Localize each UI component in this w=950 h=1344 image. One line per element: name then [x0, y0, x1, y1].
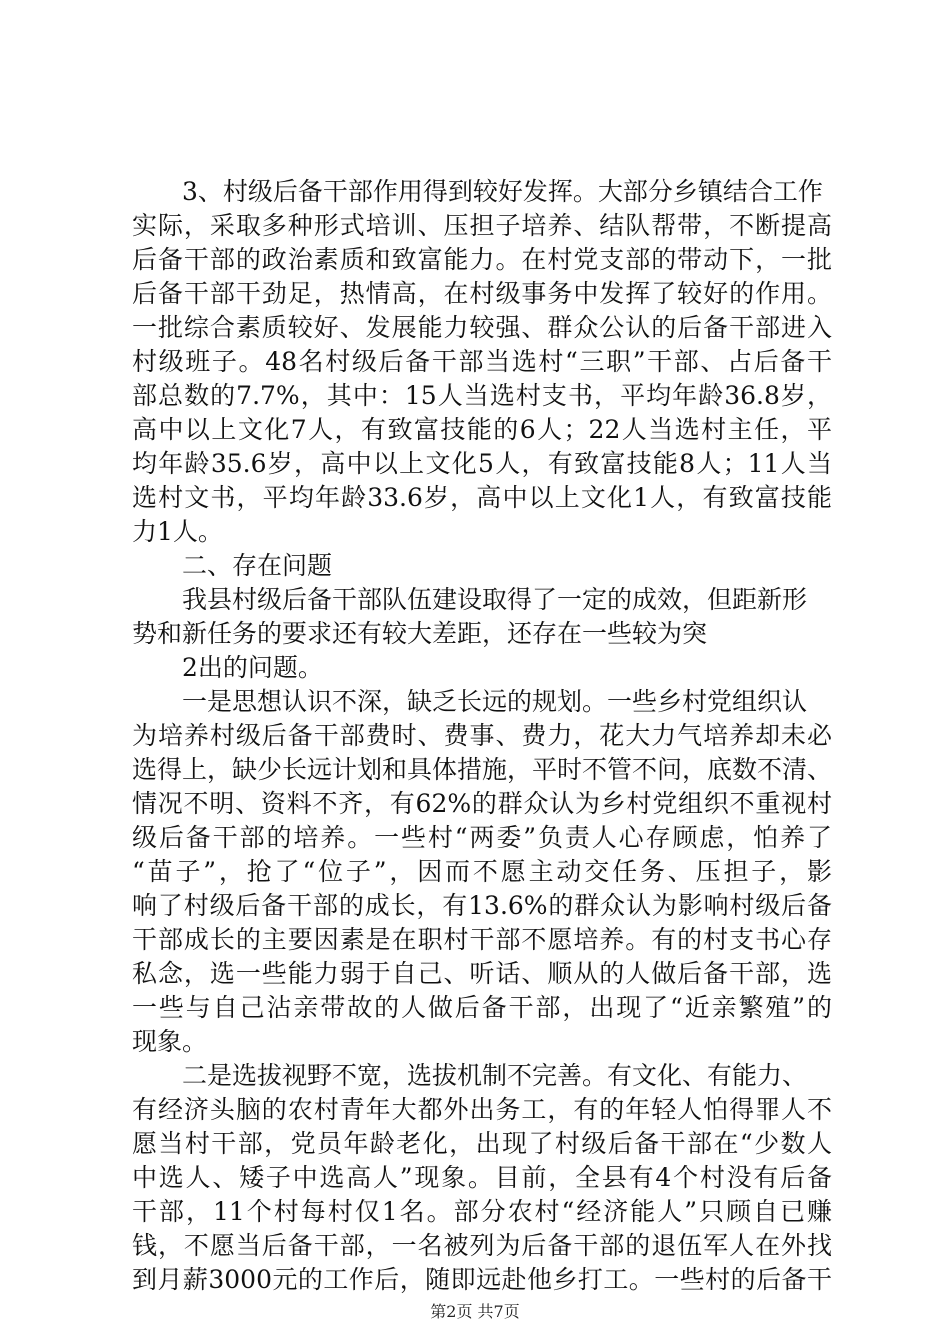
text-line: 干部，11个村每村仅1名。部分农村“经济能人”只顾自已赚: [132, 1197, 832, 1226]
text-line: 一批综合素质较好、发展能力较强、群众公认的后备干部进入: [132, 313, 832, 342]
text-line: 选得上，缺少长远计划和具体措施，平时不管不问，底数不清、: [132, 755, 833, 784]
text-line: 现象。: [132, 1027, 208, 1056]
text-line: 二是选拔视野不宽，选拔机制不完善。有文化、有能力、: [182, 1061, 808, 1090]
text-line: 级后备干部的培养。一些村“两委”负责人心存顾虑，怕养了: [132, 823, 832, 852]
text-line: 力1人。: [132, 517, 223, 546]
text-line: 我县村级后备干部队伍建设取得了一定的成效，但距新形: [182, 585, 808, 614]
text-line: “苗子”，抢了“位子”，因而不愿主动交任务、压担子，影: [132, 857, 832, 886]
text-line: 情况不明、资料不齐，有62%的群众认为乡村党组织不重视村: [132, 789, 832, 818]
text-line: 村级班子。48名村级后备干部当选村“三职”干部、占后备干: [132, 347, 832, 376]
text-line: 高中以上文化7人，有致富技能的6人；22人当选村主任，平: [132, 415, 832, 444]
text-line: 一些与自己沾亲带故的人做后备干部，出现了“近亲繁殖”的: [132, 993, 832, 1022]
text-line: 部总数的7.7%，其中：15人当选村支书，平均年龄36.8岁，: [132, 381, 832, 410]
text-line: 3、村级后备干部作用得到较好发挥。大部分乡镇结合工作: [182, 177, 823, 206]
text-line: 干部成长的主要因素是在职村干部不愿培养。有的村支书心存: [132, 925, 832, 954]
text-line: 选村文书，平均年龄33.6岁，高中以上文化1人，有致富技能: [132, 483, 832, 512]
text-line: 均年龄35.6岁，高中以上文化5人，有致富技能8人；11人当: [132, 449, 832, 478]
text-line: 实际，采取多种形式培训、压担子培养、结队帮带，不断提高: [132, 211, 832, 240]
document-body: [132, 175, 832, 1297]
text-line: 一是思想认识不深，缺乏长远的规划。一些乡村党组织认: [182, 687, 808, 716]
text-line: 2出的问题。: [182, 653, 323, 682]
text-line: 后备干部的政治素质和致富能力。在村党支部的带动下，一批: [132, 245, 832, 274]
text-line: 私念，选一些能力弱于自己、听话、顺从的人做后备干部，选: [132, 959, 832, 988]
text-line: 为培养村级后备干部费时、费事、费力，花大力气培养却未必: [132, 721, 832, 750]
text-line: 后备干部干劲足，热情高，在村级事务中发挥了较好的作用。: [132, 279, 832, 308]
text-line: 二、存在问题: [182, 551, 333, 580]
text-line: 有经济头脑的农村青年大都外出务工，有的年轻人怕得罪人不: [132, 1095, 832, 1124]
text-line: 愿当村干部，党员年龄老化，出现了村级后备干部在“少数人: [132, 1129, 832, 1158]
page-footer: 第2页 共7页: [430, 1302, 520, 1321]
text-line: 势和新任务的要求还有较大差距，还存在一些较为突: [132, 619, 708, 648]
text-line: 钱，不愿当后备干部，一名被列为后备干部的退伍军人在外找: [132, 1231, 832, 1260]
text-line: 中选人、矮子中选高人”现象。目前，全县有4个村没有后备: [132, 1163, 832, 1192]
text-line: 到月薪3000元的工作后，随即远赴他乡打工。一些村的后备干: [132, 1265, 832, 1294]
text-line: 响了村级后备干部的成长，有13.6%的群众认为影响村级后备: [132, 891, 832, 920]
